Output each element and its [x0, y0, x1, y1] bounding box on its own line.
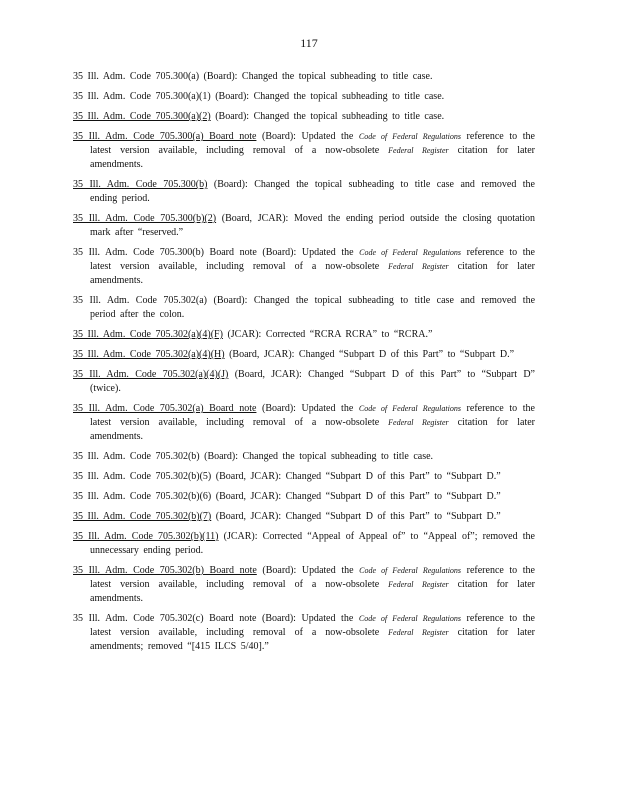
italic-publication-title: Federal Register [388, 628, 449, 637]
italic-publication-title: Federal Register [388, 262, 449, 271]
entry-text: (Board, JCAR): Changed “Subpart D of this Part” to “Subpart D.” [211, 511, 501, 522]
code-citation: 35 Ill. Adm. Code 705.300(a) Board note [73, 131, 257, 142]
italic-publication-title: Code of Federal Regulations [358, 614, 461, 623]
amendment-entry [73, 490, 535, 504]
code-citation: 35 Ill. Adm. Code 705.302(a)(4)(F) [73, 329, 223, 340]
amendment-entry [73, 178, 535, 206]
italic-publication-title: Federal Register [388, 580, 449, 589]
italic-publication-title: Federal Register [388, 418, 449, 427]
code-citation: 35 Ill. Adm. Code 705.300(a)(2) [73, 111, 211, 122]
code-citation: 35 Ill. Adm. Code 705.300(a)(1) [73, 91, 211, 102]
entry-text: (Board, JCAR): Changed “Subpart D of this Part” to “Subpart D.” [224, 349, 515, 360]
code-citation: 35 Ill. Adm. Code 705.302(a)(4)(J) [73, 369, 229, 380]
italic-publication-title: Code of Federal Regulations [358, 132, 461, 141]
entry-text: (Board, JCAR): Moved the ending period outside the closing quotation mark after “reserved.” [90, 213, 536, 238]
entry-text: citation for later amendments. [90, 261, 535, 286]
page-number: 117 [300, 36, 318, 50]
entry-text: (Board): Changed the topical subheading to title case. [210, 91, 445, 102]
code-citation: 35 Ill. Adm. Code 705.302(a) Board note [73, 403, 257, 414]
amendment-entry [73, 564, 535, 606]
amendment-entry [73, 530, 535, 558]
entry-text: (JCAR): Corrected “RCRA RCRA” to “RCRA.” [222, 329, 433, 340]
code-citation: 35 Ill. Adm. Code 705.302(b) Board note [73, 565, 257, 576]
italic-publication-title: Code of Federal Regulations [359, 248, 462, 257]
entry-text: (Board, JCAR): Changed “Subpart D of this Part” to “Subpart D.” [211, 491, 501, 502]
amendment-entry [73, 110, 535, 124]
entry-text: citation for later amendments. [90, 145, 535, 170]
italic-publication-title: Federal Register [388, 146, 449, 155]
code-citation: 35 Ill. Adm. Code 705.302(b)(6) [73, 491, 212, 502]
amendment-entry [73, 294, 535, 322]
entry-text: (Board, JCAR): Changed “Subpart D of this Part” to “Subpart D” (twice). [90, 369, 535, 394]
amendment-entry [73, 612, 535, 654]
amendment-entry [73, 90, 535, 104]
entry-text: (Board, JCAR): Changed “Subpart D of this Part” to “Subpart D.” [211, 471, 501, 482]
entry-text: (Board): Changed the topical subheading to title case and removed the ending period. [90, 179, 535, 204]
code-citation: 35 Ill. Adm. Code 705.302(a) [73, 295, 208, 306]
code-citation: 35 Ill. Adm. Code 705.302(b)(7) [73, 511, 212, 522]
entry-text: (Board): Changed the topical subheading to title case and removed the period after the colon. [90, 295, 536, 320]
amendment-entry [73, 246, 535, 288]
entry-text: reference to the latest version available, including removal of a now-obsolete [90, 131, 535, 156]
amendment-entry [73, 212, 535, 240]
amendment-entry [73, 510, 535, 524]
entry-text: reference to the latest version available, including removal of a now-obsolete [90, 247, 535, 272]
code-citation: 35 Ill. Adm. Code 705.300(b)(2) [73, 213, 217, 224]
amendment-entry [73, 368, 535, 396]
code-citation: 35 Ill. Adm. Code 705.300(b) Board note [73, 247, 257, 258]
amendment-entry [73, 70, 535, 84]
amendment-entry [73, 348, 535, 362]
entry-text: citation for later amendments. [90, 579, 535, 604]
code-citation: 35 Ill. Adm. Code 705.300(a) [73, 71, 200, 82]
code-citation: 35 Ill. Adm. Code 705.302(b)(11) [73, 531, 219, 542]
code-citation: 35 Ill. Adm. Code 705.302(a)(4)(H) [73, 349, 225, 360]
code-citation: 35 Ill. Adm. Code 705.300(b) [73, 179, 208, 190]
entry-text: (Board): Updated the [256, 247, 360, 258]
entry-text: citation for later amendments; removed “[415 ILCS 5/40].” [90, 627, 535, 652]
entry-text: (Board): Changed the topical subheading to title case. [199, 451, 434, 462]
entry-text: (Board): Changed the topical subheading to title case. [210, 111, 445, 122]
entry-text: (Board): Updated the [256, 403, 359, 414]
code-citation: 35 Ill. Adm. Code 705.302(b) [73, 451, 200, 462]
entry-text: (Board): Changed the topical subheading to title case. [199, 71, 433, 82]
italic-publication-title: Code of Federal Regulations [359, 566, 462, 575]
italic-publication-title: Code of Federal Regulations [358, 404, 461, 413]
amendment-entry [73, 402, 535, 444]
amendment-entry [73, 328, 535, 342]
amendment-entry [73, 470, 535, 484]
entry-text: reference to the latest version available, including removal of a now-obsolete [90, 403, 535, 428]
entry-text: (JCAR): Corrected “Appeal of Appeal of” to “Appeal of”; removed the unnecessary ending period. [90, 531, 535, 556]
entry-text: (Board): Updated the [256, 613, 359, 624]
entry-text: (Board): Updated the [256, 131, 359, 142]
entry-text: reference to the latest version available, including removal of a now-obsolete [90, 565, 535, 590]
amendment-entry [73, 130, 535, 172]
amendment-entry [73, 450, 535, 464]
code-citation: 35 Ill. Adm. Code 705.302(b)(5) [73, 471, 212, 482]
entry-text: citation for later amendments. [90, 417, 535, 442]
amendment-entries-list [73, 70, 535, 660]
entry-text: reference to the latest version available, including removal of a now-obsolete [90, 613, 535, 638]
code-citation: 35 Ill. Adm. Code 705.302(c) Board note [73, 613, 257, 624]
entry-text: (Board): Updated the [256, 565, 360, 576]
